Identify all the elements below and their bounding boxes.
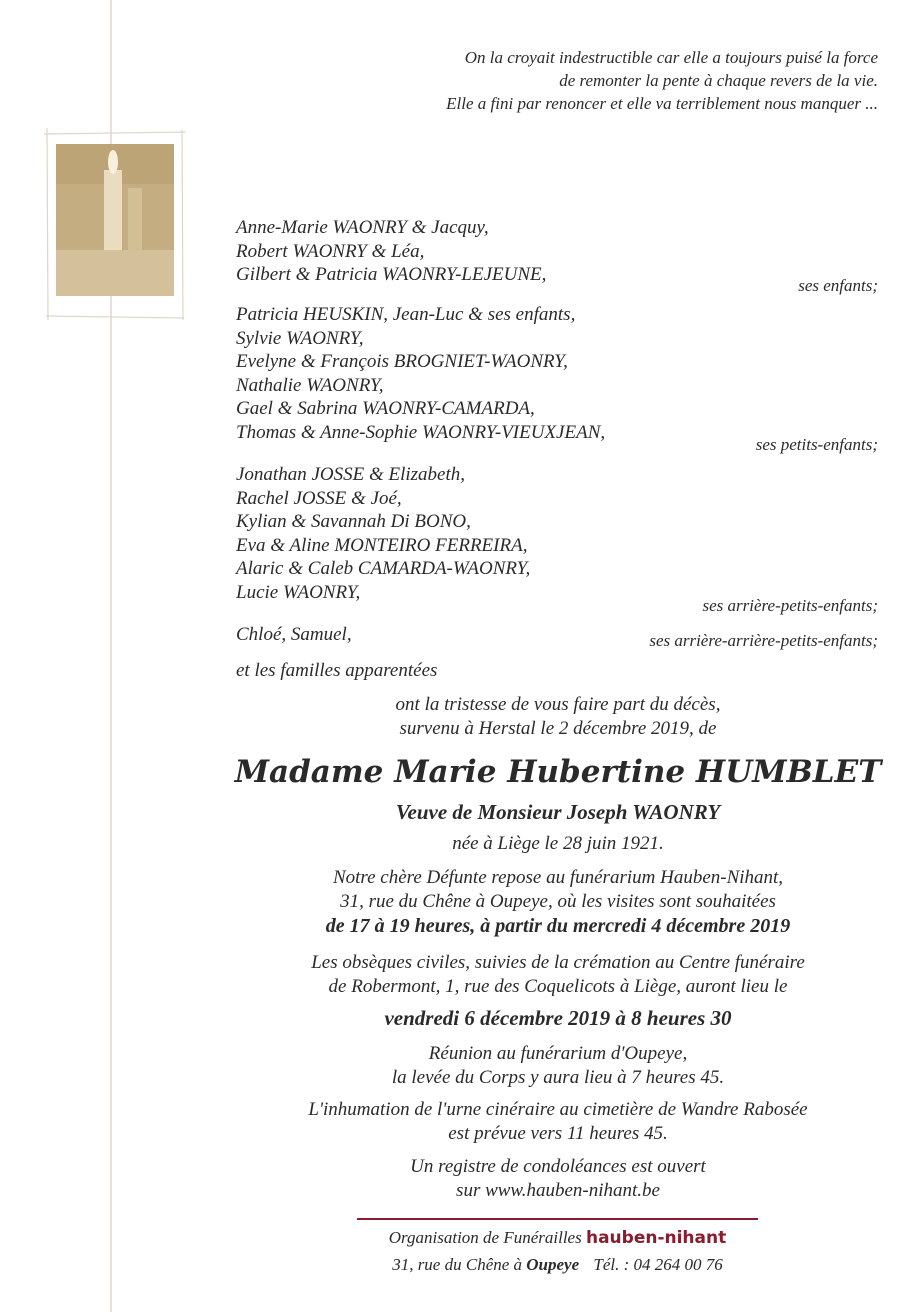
meeting-info — [200, 1042, 916, 1090]
family-name: Robert WAONRY & Léa, — [236, 240, 425, 262]
phone: Tél. : 04 264 00 76 — [593, 1255, 723, 1274]
family-name: Alaric & Caleb CAMARDA-WAONRY, — [236, 558, 531, 579]
family-name: Chloé, Samuel, — [236, 624, 352, 645]
funeral-date: vendredi 6 décembre 2019 à 8 heures 30 — [384, 1006, 732, 1030]
family-name: Eva & Aline MONTEIRO FERREIRA, — [236, 534, 528, 556]
announce-line: ont la tristesse de vous faire part du décès, — [395, 694, 721, 715]
widow-of: Veuve de Monsieur Joseph WAONRY — [395, 800, 721, 824]
meeting-line: la levée du Corps y aura lieu à 7 heures 45. — [391, 1067, 725, 1088]
family-name: Rachel JOSSE & Joé, — [236, 487, 402, 509]
epigraph — [446, 46, 878, 115]
birth-info: née à Liège le 28 juin 1921. — [452, 833, 664, 854]
address-town: Oupeye — [526, 1255, 580, 1274]
candle-icon — [44, 128, 186, 320]
family-name: Sylvie WAONRY, — [236, 327, 364, 349]
org-label: Organisation de Funérailles — [388, 1228, 582, 1247]
family-name: Jonathan JOSSE & Elizabeth, — [236, 464, 466, 485]
footer-org — [357, 1228, 758, 1248]
address-prefix: 31, rue du Chêne à — [392, 1255, 523, 1274]
rest-info — [200, 866, 916, 938]
relation-children: ses enfants; — [798, 276, 878, 295]
family-name: Kylian & Savannah Di BONO, — [236, 511, 471, 532]
family-name: Gilbert & Patricia WAONRY-LEJEUNE, — [236, 264, 547, 285]
burial-line: est prévue vers 11 heures 45. — [448, 1123, 668, 1144]
epigraph-line: de remonter la pente à chaque revers de la vie. — [559, 71, 878, 90]
rest-line: Notre chère Défunte repose au funérarium Hauben-Nihant, — [332, 867, 784, 888]
family-name: Gael & Sabrina WAONRY-CAMARDA, — [236, 398, 535, 419]
family-name: Thomas & Anne-Sophie WAONRY-VIEUXJEAN, — [236, 421, 606, 443]
register-line: Un registre de condoléances est ouvert — [410, 1156, 706, 1177]
rest-line: 31, rue du Chêne à Oupeye, où les visites sont souhaitées — [340, 891, 776, 912]
funeral-line: de Robermont, 1, rue des Coquelicots à Liège, auront lieu le — [328, 976, 788, 997]
family-name: Nathalie WAONRY, — [236, 374, 384, 396]
funeral-line: Les obsèques civiles, suivies de la crémation au Centre funéraire — [311, 952, 805, 973]
children-list — [236, 216, 546, 287]
burial-info — [200, 1098, 916, 1146]
families-line: et les familles apparentées — [236, 660, 438, 681]
register-info — [200, 1155, 916, 1203]
family-name: Lucie WAONRY, — [236, 581, 361, 603]
meeting-line: Réunion au funérarium d'Oupeye, — [428, 1043, 688, 1064]
family-name: Anne-Marie WAONRY & Jacquy, — [236, 217, 489, 238]
relation-great-great-grandchildren: ses arrière-arrière-petits-enfants; — [649, 631, 878, 650]
relation-great-grandchildren: ses arrière-petits-enfants; — [702, 596, 878, 615]
great-grandchildren-list — [236, 463, 530, 604]
visit-hours: de 17 à 19 heures, à partir du mercredi 4 décembre 2019 — [325, 915, 791, 937]
great-great-grandchildren-list — [236, 623, 352, 647]
deceased-name: Madame Marie Hubertine HUMBLET — [234, 754, 882, 790]
epigraph-line: Elle a fini par renoncer et elle va terriblement nous manquer ... — [446, 94, 878, 113]
grandchildren-list — [236, 303, 605, 444]
burial-line: L'inhumation de l'urne cinéraire au cimetière de Wandre Rabosée — [308, 1099, 808, 1120]
announce-line: survenu à Herstal le 2 décembre 2019, de — [399, 718, 717, 739]
funeral-info — [200, 951, 916, 999]
family-name: Evelyne & François BROGNIET-WAONRY, — [236, 351, 568, 372]
family-name: Patricia HEUSKIN, Jean-Luc & ses enfants, — [236, 304, 576, 325]
brand-name: hauben-nihant — [585, 1228, 727, 1248]
announcement — [200, 693, 916, 741]
register-link[interactable]: sur www.hauben-nihant.be — [456, 1180, 660, 1201]
epigraph-line: On la croyait indestructible car elle a toujours puisé la force — [464, 48, 878, 67]
relation-grandchildren: ses petits-enfants; — [755, 435, 878, 454]
footer-address — [357, 1255, 758, 1275]
footer-separator — [357, 1218, 758, 1220]
